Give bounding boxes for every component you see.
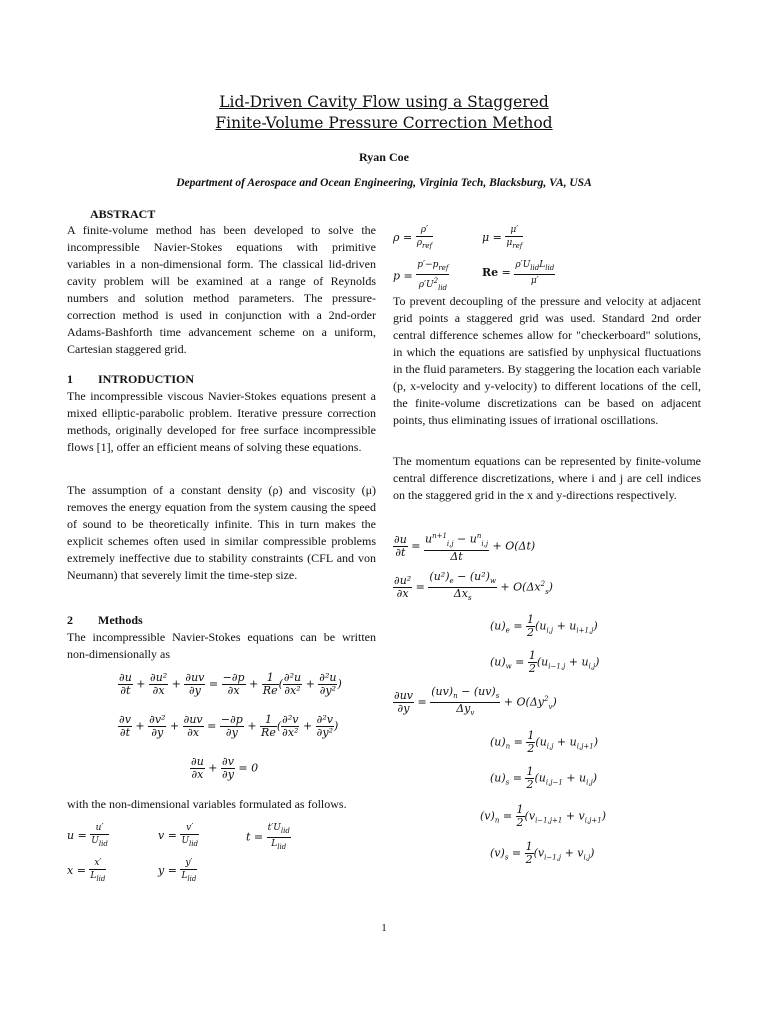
methods-p2: with the non-dimensional variables formulated as follows. — [67, 797, 347, 811]
methods-paragraph-1 — [67, 629, 376, 663]
continuity-equation: $\frac{\partial u}{\partial x}$ + $\frac{\partial v}{\partial y}$ = 0 — [191, 755, 259, 781]
abstract-paragraph: A finite-volume method has been developed to solve the incompressible Navier-Stokes equations with primitive variables in a non-dimensional form. The classical lid-driven cavity problem will be examined at a range of Reynolds numbers and solution method parameters. The pressure-correction method is used in conjunction with a 2nd-order Adams-Bashforth time advancement scheme on a uniform, Cartesian staggered grid. — [67, 223, 376, 356]
methods-heading-label: Methods — [98, 613, 143, 627]
intro-p1: The incompressible viscous Navier-Stokes equations present a mixed elliptic-parabolic problem. Iterative pressure correction methods, originally developed for free surface incompressible flows [1], offer an efficient means of solving these equations. — [67, 389, 376, 454]
v-south-interpolation: $(v)_s$ = $\frac{1}{2}$ $(v_{i-1,j} + v_{i,j})$ — [490, 840, 595, 866]
intro-paragraph-1 — [67, 388, 376, 456]
ns-y-momentum-equation: $\frac{\partial v}{\partial t}$ + $\frac{\text{∂v²}}{\partial y}$ + $\frac{\partial uv}{\partial x}$ = $\frac{-\partial p}{\partial y}$ + $\frac{1}{Re}$ ( $\frac{\text{∂²v}}{\text{∂x²}}$ + $\frac{\text{∂²v}}{\text{∂y²}}$ ) — [119, 713, 339, 739]
right-paragraph-1 — [393, 293, 701, 429]
intro-heading — [67, 372, 194, 387]
nondim-v-equation: v = $\frac{v'}{U_{lid}}$ — [158, 823, 198, 848]
intro-p2: The assumption of a constant density (ρ) and viscosity (μ) removes the energy equation from the system causing the speed of sound to be theoretically infinite. This in turn makes the explicit schemes often used in similar compressible problems extremely ineffective due to stability constraints (CFL and von Neumann) that severely limit the time-step size. — [67, 483, 376, 582]
u-north-interpolation: $(u)_n$ = $\frac{1}{2}$ $(u_{i,j} + u_{i,j+1})$ — [490, 729, 598, 755]
nondim-t-equation: t = $\frac{t'U_{lid}}{L_{lid}}$ — [246, 823, 290, 851]
methods-heading — [67, 613, 143, 628]
reynolds-number-equation: Re = $\frac{\rho'U_{lid}L_{lid}}{\mu'}$ — [482, 260, 555, 286]
v-north-interpolation: $(v)_n$ = $\frac{1}{2}$ $(v_{i-1,j+1} + v_{i,j+1})$ — [480, 803, 607, 829]
u-east-interpolation: $(u)_e$ = $\frac{1}{2}$ $(u_{i,j} + u_{i+1,j})$ — [490, 613, 598, 639]
intro-heading-label: INTRODUCTION — [98, 372, 195, 386]
nondim-p-equation: p = $\frac{p'-p_{ref}}{\rho'U^2_{lid}}$ — [393, 260, 449, 292]
u-west-interpolation: $(u)_w$ = $\frac{1}{2}$ $(u_{i-1,j} + u_{i,j})$ — [490, 649, 600, 675]
nondim-x-equation: x = $\frac{x'}{L_{lid}}$ — [67, 858, 106, 883]
nondim-rho-equation: ρ = $\frac{\rho'}{\rho_{ref}}$ — [393, 225, 433, 250]
abstract-heading: ABSTRACT — [90, 207, 156, 221]
u-south-interpolation: $(u)_s$ = $\frac{1}{2}$ $(u_{i,j-1} + u_{i,j})$ — [490, 765, 598, 791]
abstract-text — [67, 222, 376, 358]
methods-paragraph-2 — [67, 796, 376, 813]
uv-flux-discretization: $\frac{\partial uv}{\partial y}$ = $\frac{(uv)_n - (uv)_s}{\Delta y_v}$ + $O(\Delta y^2_v)$ — [394, 685, 557, 718]
author: Ryan Coe — [359, 150, 409, 164]
nondim-u-equation: u = $\frac{u'}{U_{lid}}$ — [67, 823, 108, 848]
intro-paragraph-2 — [67, 482, 376, 584]
intro-heading-number: 1 — [67, 372, 73, 386]
right-p2: The momentum equations can be represented by finite-volume central difference discretizations, where i and j are cell indices on the staggered grid in the x and y-directions respectively. — [393, 454, 701, 502]
time-derivative-discretization: $\frac{\partial u}{\partial t}$ = $\frac{u^{n+1}_{i,j} - u^n_{i,j}}{\Delta t}$ + O(Δt) — [394, 532, 536, 563]
methods-p1: The incompressible Navier-Stokes equations can be written non-dimensionally as — [67, 630, 376, 661]
nondim-mu-equation: μ = $\frac{\mu'}{\mu_{ref}}$ — [482, 225, 523, 250]
ns-x-momentum-equation: $\frac{\partial u}{\partial t}$ + $\frac{\text{∂u²}}{\partial x}$ + $\frac{\partial uv}{\partial y}$ = $\frac{-\partial p}{\partial x}$ + $\frac{1}{Re}$ ( $\frac{\text{∂²u}}{\text{∂x²}}$ + $\frac{\text{∂²u}}{\text{∂y²}}$ ) — [119, 671, 342, 697]
affiliation: Department of Aerospace and Ocean Engineering, Virginia Tech, Blacksburg, VA, USA — [176, 177, 592, 189]
nondim-y-equation: y = $\frac{y'}{L_{lid}}$ — [158, 858, 197, 883]
paper-title-line-2: Finite-Volume Pressure Correction Method — [215, 114, 553, 132]
methods-heading-number: 2 — [67, 613, 73, 627]
u2-flux-discretization: $\frac{\text{∂u²}}{\partial x}$ = $\frac{(u^2)_e - (u^2)_w}{\Delta x_s}$ + $O(\Delta x^2_s)$ — [394, 570, 553, 603]
right-paragraph-2 — [393, 453, 701, 504]
right-p1: To prevent decoupling of the pressure and velocity at adjacent grid points a staggered grid was used. Standard 2nd order central difference schemes allow for "checkerboard" solutions, in which the equations are satisfied by unphysical fluctuations in the fluid parameters. By staggering the location each variable (p, x-velocity and y-velocity) to different locations of the cell, the finite-volume discretizations can be based on adjacent points, thus eliminating issues of irrational oscillations. — [393, 294, 701, 427]
page-number: 1 — [381, 922, 387, 934]
paper-title-line-1: Lid-Driven Cavity Flow using a Staggered — [219, 93, 549, 111]
